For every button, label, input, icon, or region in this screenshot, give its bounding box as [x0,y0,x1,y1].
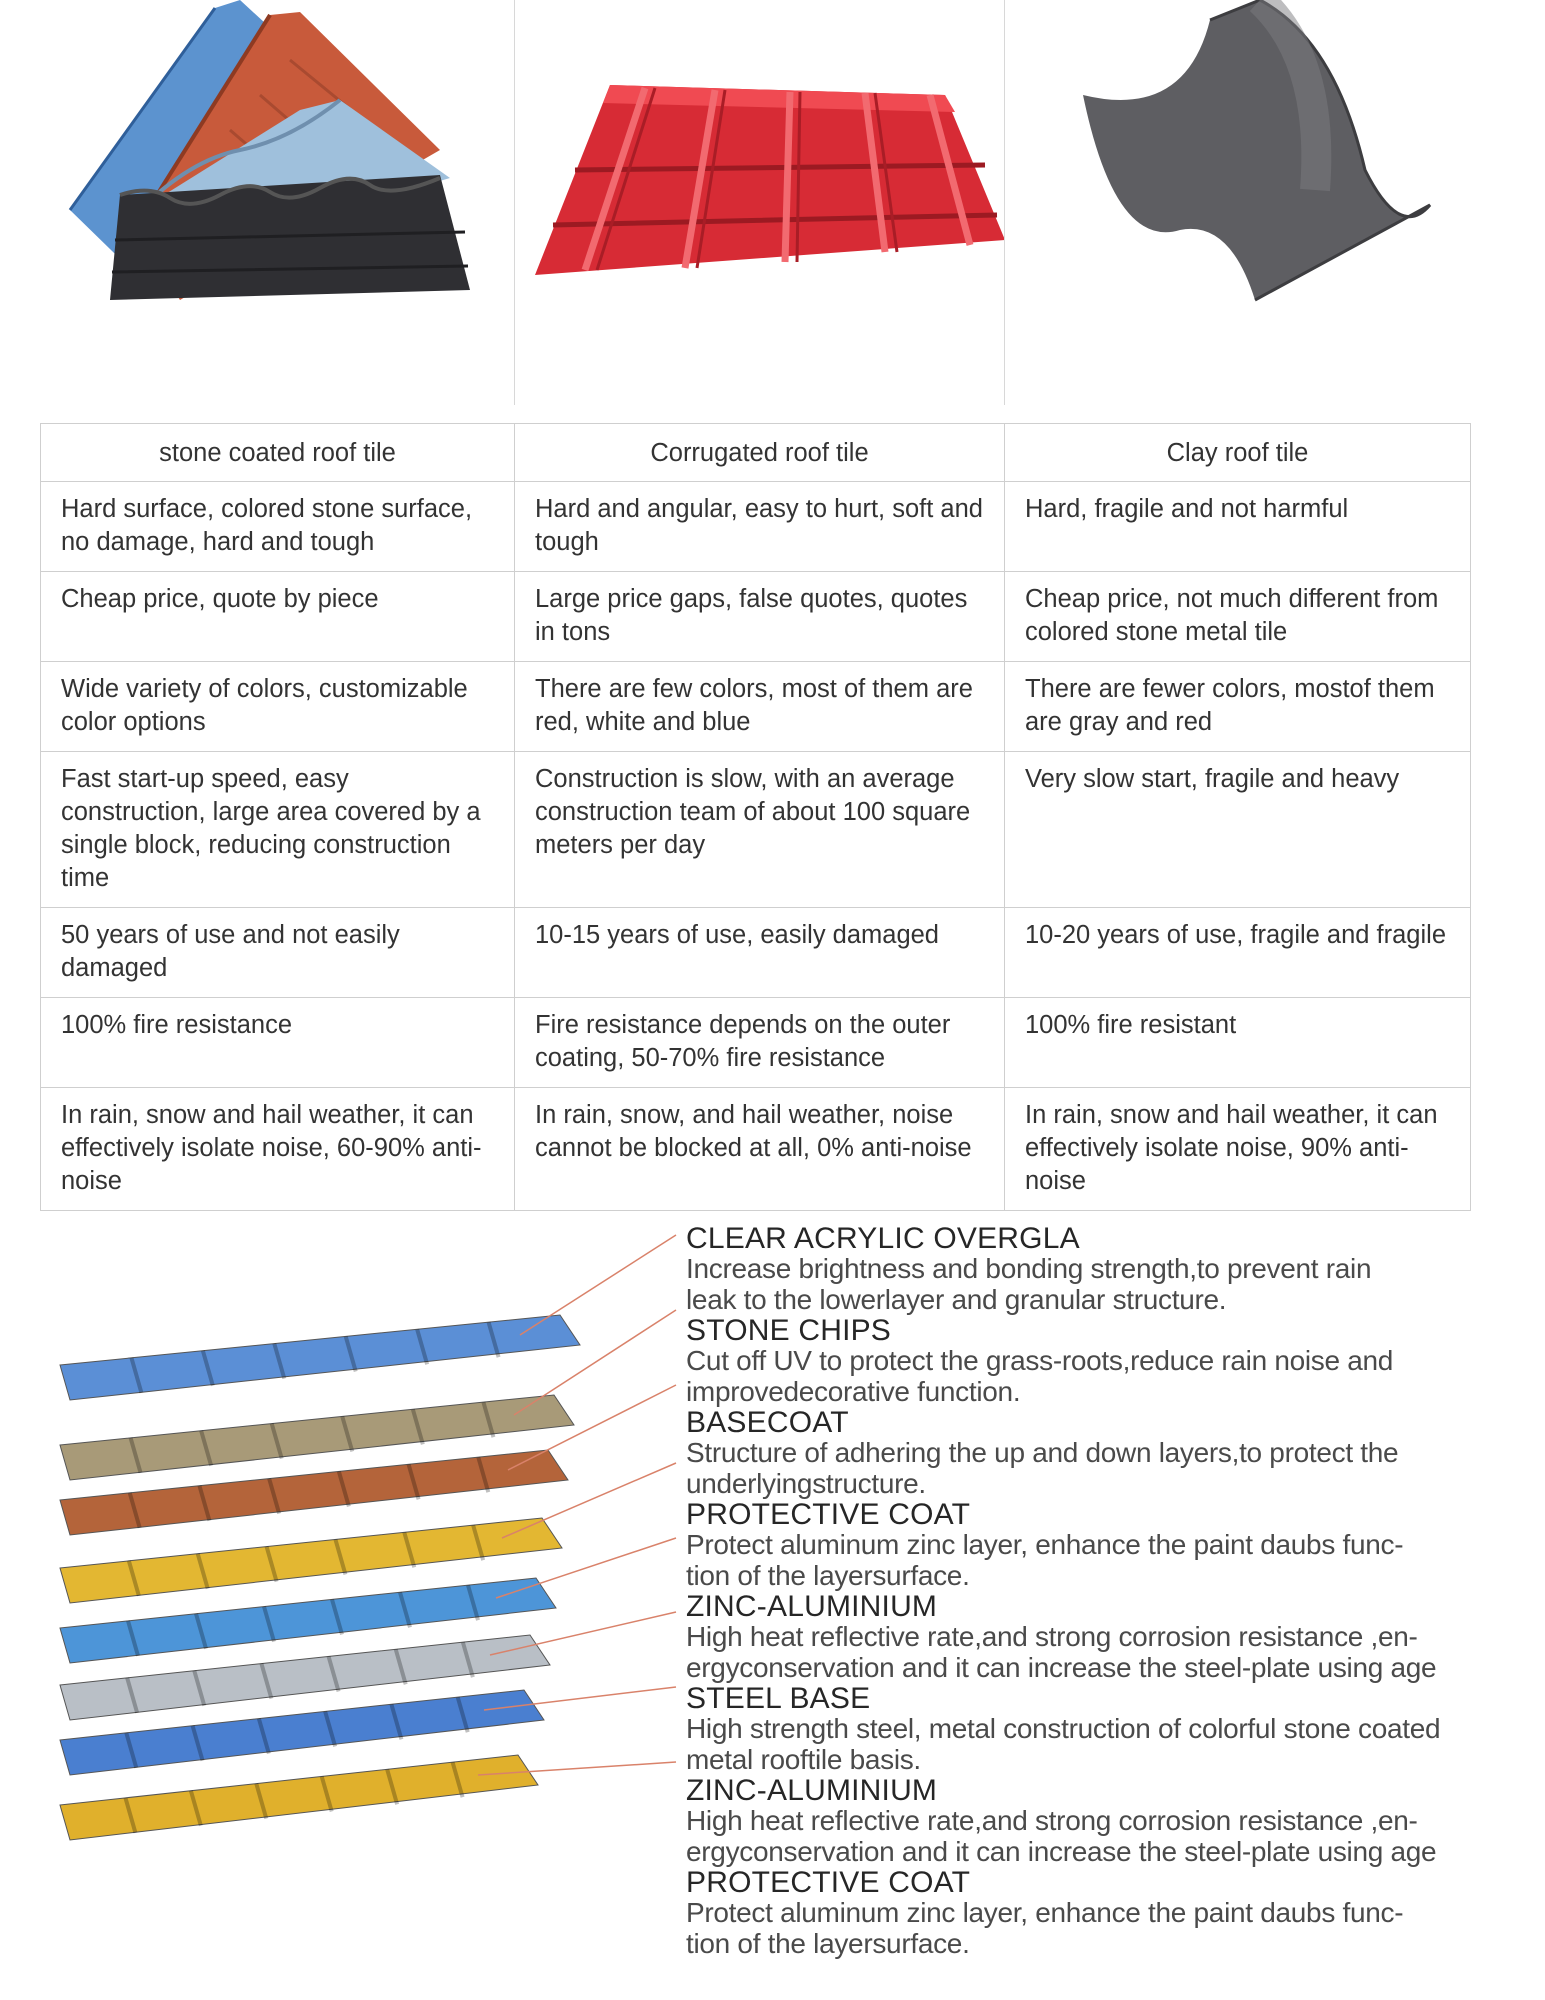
table-row-fire [41,998,1471,1088]
layer-item [686,1683,1536,1775]
layer-desc-line: tion of the layersurface. [686,1927,970,1959]
table-cell: There are fewer colors, mostof them are gray and red [1005,662,1471,752]
layer-desc-line: Increase brightness and bonding strength,to prevent rain [686,1253,1372,1284]
layer-desc-line: Cut off UV to protect the grass-roots,reduce rain noise and [686,1345,1394,1376]
table-cell: Construction is slow, with an average construction team of about 100 square meters per day [515,752,1005,908]
table-cell: Hard, fragile and not harmful [1005,482,1471,572]
layer-title: STEEL BASE [686,1682,871,1715]
stone-coated-image-cell [40,0,514,405]
layer-title: ZINC-ALUMINIUM [686,1590,938,1623]
layer-item [686,1591,1536,1683]
table-header-row [41,424,1471,482]
table-row-hardness [41,482,1471,572]
clay-image-cell [1004,0,1471,405]
table-cell: 50 years of use and not easily damaged [41,908,515,998]
table-cell: 10-15 years of use, easily damaged [515,908,1005,998]
table-cell: Very slow start, fragile and heavy [1005,752,1471,908]
layer-desc-line: ergyconservation and it can increase the steel-plate using age [686,1835,1437,1867]
layer-desc-line: High strength steel, metal construction of colorful stone coated [686,1713,1441,1744]
table-row-colors [41,662,1471,752]
table-cell: Large price gaps, false quotes, quotes in tons [515,572,1005,662]
table-cell: Fire resistance depends on the outer coating, 50-70% fire resistance [515,998,1005,1088]
comparison-table [40,423,1471,1211]
corrugated-image-cell [514,0,1005,405]
layer-sheet [60,1315,580,1400]
table-cell: Cheap price, quote by piece [41,572,515,662]
column-header-stone-coated: stone coated roof tile [41,424,515,482]
layer-item [686,1867,1536,1959]
layer-title: PROTECTIVE COAT [686,1498,971,1531]
table-row-lifespan [41,908,1471,998]
table-row-construction [41,752,1471,908]
tile-layers-diagram [40,1210,680,2000]
clay-tile-photo [1005,0,1471,405]
table-row-price [41,572,1471,662]
layer-desc-line: tion of the layersurface. [686,1559,970,1591]
layer-title: STONE CHIPS [686,1314,892,1347]
layer-title: ZINC-ALUMINIUM [686,1774,938,1807]
table-cell: 100% fire resistant [1005,998,1471,1088]
layer-item [686,1223,1536,1315]
table-cell: Fast start-up speed, easy construction, large area covered by a single block, reducing construction time [41,752,515,908]
leader-line [490,1612,676,1655]
layer-desc-line: Protect aluminum zinc layer, enhance the paint daubs func- [686,1897,1404,1928]
layer-title: BASECOAT [686,1406,849,1439]
layer-title: CLEAR ACRYLIC OVERGLA [686,1222,1080,1255]
layer-title: PROTECTIVE COAT [686,1866,971,1899]
table-cell: Hard and angular, easy to hurt, soft and tough [515,482,1005,572]
table-row-noise [41,1088,1471,1211]
layer-desc-line: Structure of adhering the up and down layers,to protect the [686,1437,1399,1468]
layer-desc-line: Protect aluminum zinc layer, enhance the paint daubs func- [686,1529,1404,1560]
layer-legend [686,1223,1536,1959]
table-cell: 100% fire resistance [41,998,515,1088]
layer-desc-line: underlyingstructure. [686,1467,926,1499]
layer-desc-line: leak to the lowerlayer and granular structure. [686,1283,1227,1315]
table-cell: Hard surface, colored stone surface, no damage, hard and tough [41,482,515,572]
stone-coated-tiles-photo [40,0,514,405]
table-cell: Cheap price, not much different from colored stone metal tile [1005,572,1471,662]
layer-item [686,1315,1536,1407]
table-cell: There are few colors, most of them are red, white and blue [515,662,1005,752]
exploded-layers-illustration [40,1210,680,2000]
table-cell: In rain, snow and hail weather, it can effectively isolate noise, 60-90% anti-noise [41,1088,515,1211]
table-cell: Wide variety of colors, customizable color options [41,662,515,752]
column-header-corrugated: Corrugated roof tile [515,424,1005,482]
layer-desc-line: improvedecorative function. [686,1375,1021,1407]
corrugated-tile-photo [515,0,1005,405]
layer-item [686,1407,1536,1499]
table-cell: 10-20 years of use, fragile and fragile [1005,908,1471,998]
layer-desc-line: High heat reflective rate,and strong corrosion resistance ,en- [686,1805,1418,1836]
table-cell: In rain, snow, and hail weather, noise cannot be blocked at all, 0% anti-noise [515,1088,1005,1211]
layer-desc-line: ergyconservation and it can increase the steel-plate using age [686,1651,1437,1683]
layer-item [686,1775,1536,1867]
layer-item [686,1499,1536,1591]
leader-line [520,1235,676,1335]
layer-desc-line: High heat reflective rate,and strong corrosion resistance ,en- [686,1621,1418,1652]
layer-desc-line: metal rooftile basis. [686,1743,921,1775]
product-image-strip [40,0,1470,405]
column-header-clay: Clay roof tile [1005,424,1471,482]
table-cell: In rain, snow and hail weather, it can effectively isolate noise, 90% anti-noise [1005,1088,1471,1211]
